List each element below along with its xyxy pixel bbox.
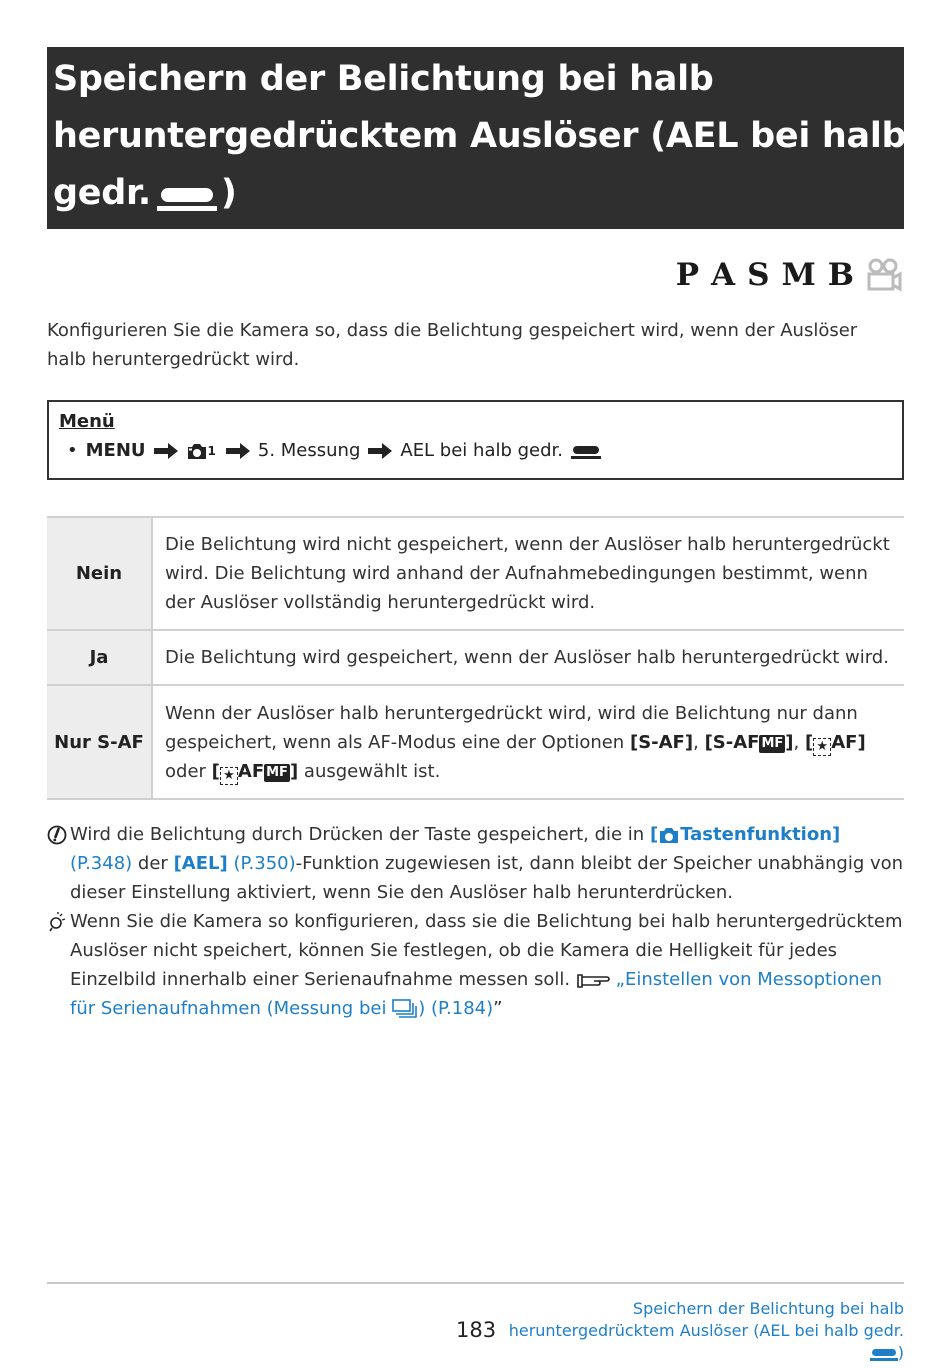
af-mode-text: ] [289,760,299,782]
caution-icon [47,825,67,845]
af-mode-s-af-mf [705,732,794,753]
af-mode-s-af: [S-AF] [629,731,694,753]
title-line-3 [53,165,898,222]
page-ref-350[interactable]: (P.350) [233,853,296,874]
tip-note [47,907,904,1023]
button-function-link[interactable] [650,824,840,845]
page-title [47,47,907,229]
arrow-right-icon [154,442,178,460]
footer-title-text: Speichern der Belichtung bei halb heruntergedrücktem Auslöser (AEL bei halb gedr. [508,1299,904,1340]
table-row [47,517,904,630]
mode-m: M [781,257,816,293]
table-row [47,630,904,685]
pointing-hand-icon [576,971,610,989]
option-label: Nein [47,517,152,630]
menu-path-box [47,400,904,480]
tip-icon [47,912,67,932]
af-mode-text: AF] [831,731,866,753]
camera-tab-icon [186,442,208,460]
title-line-2: heruntergedrücktem Auslöser (AEL bei halb [53,116,907,156]
half-press-shutter-icon [571,441,601,457]
bullet: • [67,440,78,461]
mode-p: P [675,257,700,293]
camera-tab-number: 1 [207,444,216,458]
arrow-right-icon [226,442,250,460]
note-text: -Funktion zugewiesen ist, dann bleibt der Speicher unabhängig von dieser Einstellung aktiviert, wenn Sie den Auslöser halb herunterdrücken. [70,853,904,903]
half-press-shutter-icon [870,1346,898,1360]
separator: , [793,731,800,753]
mode-b: B [827,257,854,293]
notes [47,820,904,1023]
note-text: Wenn Sie die Kamera so konfigurieren, dass sie die Belichtung bei halb heruntergedrücktem Auslöser nicht speichert, können Sie festlegen, ob die Kamera die Helligkeit für jedes Einzelbild innerhalb einer Serienaufnahme messen soll. [70,911,903,990]
title-line-3-text: gedr. [53,173,151,213]
note-text: der [137,853,168,874]
caution-note [47,820,904,907]
link-text: „Einstellen von Messoptionen für Serienaufnahmen (Messung bei [70,969,883,1019]
separator: , [693,731,699,753]
title-line-3-close: ) [220,173,237,213]
arrow-right-icon [368,442,392,460]
movie-mode-icon [866,258,902,292]
ael-link[interactable]: [AEL] [173,853,228,874]
note-text: Wird die Belichtung durch Drücken der Taste gespeichert, die in [70,824,645,845]
table-row [47,685,904,799]
af-mode-star-af-mf [212,761,299,782]
mf-badge: MF [761,735,784,751]
camera-icon [658,826,680,844]
link-text: Tastenfunktion] [680,824,841,845]
menu-heading: Menü [59,411,115,432]
menu-path [59,436,892,466]
mode-a: A [711,257,736,293]
closing-quote: ” [493,998,503,1019]
option-description: Die Belichtung wird nicht gespeichert, wenn der Auslöser halb heruntergedrückt wird. Die Belichtung wird anhand der Aufnahmebedingungen bestimmt, wenn der Auslöser vollständig heruntergedrückt wird. [152,517,904,630]
shooting-modes [676,255,902,295]
option-label: Nur S-AF [47,685,152,799]
option-desc-end: ausgewählt ist. [303,760,441,782]
af-mode-text: ] [785,731,794,753]
footer-title-close: ) [897,1343,904,1362]
or-text: oder [165,760,206,782]
menu-step: 5. Messung [257,440,361,461]
mode-s: S [747,257,770,293]
af-mode-text: [ [804,731,814,753]
sequential-shooting-icon [392,999,418,1019]
title-line-1: Speichern der Belichtung bei halb [53,59,714,99]
option-label: Ja [47,630,152,685]
af-mode-text: AF [237,760,265,782]
option-description [152,685,904,799]
options-table [47,516,904,800]
page-number: 183 [456,1318,497,1342]
option-description: Die Belichtung wird gespeichert, wenn der Auslöser halb heruntergedrückt wird. [152,630,904,685]
af-mode-star-af [805,732,866,753]
footer-divider [47,1282,904,1284]
link-text: ) (P.184) [418,998,494,1019]
menu-item: AEL bei halb gedr. [400,440,564,461]
af-mode-text: [S-AF [704,731,760,753]
af-mode-text: [ [211,760,220,782]
intro-text: Konfigurieren Sie die Kamera so, dass die Belichtung gespeichert wird, wenn der Auslöser halb heruntergedrückt wird. [47,320,858,370]
star-af-icon: ★ [220,767,238,785]
mf-badge: MF [266,764,288,780]
half-press-shutter-icon [157,175,217,205]
star-af-icon: ★ [813,738,831,756]
option-desc-text: Wenn der Auslöser halb heruntergedrückt wird, wird die Belichtung nur dann gespeichert, wenn als AF-Modus eine der Optionen [165,702,858,753]
page-ref-348[interactable]: (P.348) [70,853,133,874]
footer-section-link[interactable] [504,1298,904,1364]
link-bracket: [ [649,824,659,845]
menu-button-label: MENU [85,440,146,461]
